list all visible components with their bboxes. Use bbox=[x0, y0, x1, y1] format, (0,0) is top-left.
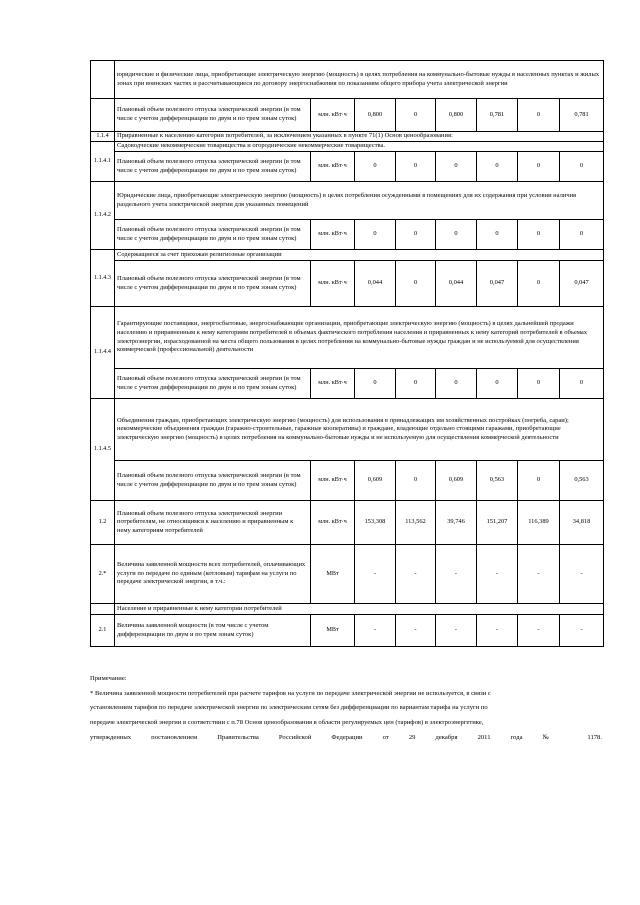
table-row bbox=[91, 182, 604, 220]
value-cell: - bbox=[396, 545, 436, 604]
row-number bbox=[91, 61, 115, 99]
value-cell: 0 bbox=[477, 152, 518, 182]
value-cell: - bbox=[436, 545, 477, 604]
value-cell: 116,389 bbox=[518, 501, 560, 545]
value-cell: 0,781 bbox=[477, 99, 518, 132]
table-row bbox=[91, 399, 604, 461]
value-cell: 0 bbox=[436, 220, 477, 250]
table-row bbox=[91, 250, 604, 261]
unit-cell: млн. кВт·ч bbox=[311, 501, 355, 545]
tariff-table bbox=[90, 60, 604, 647]
table-row bbox=[91, 307, 604, 369]
value-cell: 0 bbox=[560, 369, 604, 399]
value-cell: 0,044 bbox=[436, 261, 477, 307]
row-number: 1.1.4.5 bbox=[91, 399, 115, 501]
unit-cell: МВт bbox=[311, 545, 355, 604]
category-text: Содержащиеся за счет прихожан религиозные организации bbox=[115, 250, 604, 261]
table-row bbox=[91, 369, 604, 399]
value-cell: 0 bbox=[355, 152, 396, 182]
value-cell: 0 bbox=[518, 99, 560, 132]
indicator-text: Плановый объем полезного отпуска электрической энергии (в том числе с учетом дифференциации по двум и по трем зонам суток) bbox=[115, 461, 311, 501]
value-cell: - bbox=[518, 615, 560, 647]
value-cell: 0 bbox=[518, 369, 560, 399]
unit-cell: млн. кВт·ч bbox=[311, 99, 355, 132]
category-text: Население и приравненные к нему категории потребителей bbox=[115, 604, 604, 615]
value-cell: 0,609 bbox=[436, 461, 477, 501]
unit-cell: млн. кВт·ч bbox=[311, 152, 355, 182]
footnote-line: передаче электрической энергии в соответствии с п.78 Основ ценообразования в области регулируемых цен (тарифов) в электроэнергетике, bbox=[90, 719, 484, 727]
value-cell: 153,308 bbox=[355, 501, 396, 545]
value-cell: 0 bbox=[396, 261, 436, 307]
value-cell: - bbox=[477, 615, 518, 647]
row-number bbox=[91, 99, 115, 132]
indicator-text: Величина заявленной мощности (в том числе с учетом дифференциации по двум и по трем зонам суток) bbox=[115, 615, 311, 647]
row-number: 2.* bbox=[91, 545, 115, 604]
value-cell: 0,800 bbox=[355, 99, 396, 132]
indicator-text: Плановый объем полезного отпуска электрической энергии (в том числе с учетом дифференциации по двум и по трем зонам суток) bbox=[115, 152, 311, 182]
value-cell: 0,047 bbox=[560, 261, 604, 307]
indicator-text: Плановый объем полезного отпуска электрической энергии (в том числе с учетом дифференциации по двум и по трем зонам суток) bbox=[115, 99, 311, 132]
value-cell: - bbox=[560, 545, 604, 604]
value-cell: 0 bbox=[518, 461, 560, 501]
table-row bbox=[91, 261, 604, 307]
footnote-line: установлением тарифов по передаче электрической энергии по электрическим сетям без дифференциации по вариантам тарифа на услуги по bbox=[90, 704, 488, 712]
category-text: Объединения граждан, приобретающих электрическую энергию (мощность) для использования в принадлежащих им хозяйственных постройках (погреба, сараи); некоммерческие объединения граждан (гаражно-строительные, гаражные кооперативы) и граждане, владеющие отдельно стоящими гаражами, приобретающие электрическую энергию (мощность) в целях потребления на коммунально-бытовые нужды и не используемую для осуществления коммерческой деятельности bbox=[115, 399, 604, 461]
indicator-text: Плановый объем полезного отпуска электрической энергии (в том числе с учетом дифференциации по двум и по трем зонам суток) bbox=[115, 369, 311, 399]
value-cell: 0 bbox=[396, 369, 436, 399]
value-cell: 0,047 bbox=[477, 261, 518, 307]
value-cell: 39,746 bbox=[436, 501, 477, 545]
value-cell: 0,563 bbox=[477, 461, 518, 501]
footnote-line: * Величина заявленной мощности потребителей при расчете тарифов на услуги по передаче электрической энергии не используется, в связи с bbox=[90, 689, 491, 697]
value-cell: - bbox=[477, 545, 518, 604]
value-cell: 0 bbox=[477, 369, 518, 399]
value-cell: 151,207 bbox=[477, 501, 518, 545]
value-cell: 0 bbox=[396, 99, 436, 132]
table-row bbox=[91, 220, 604, 250]
value-cell: 0 bbox=[355, 369, 396, 399]
row-number: 1.1.4.1 bbox=[91, 142, 115, 182]
value-cell: - bbox=[518, 545, 560, 604]
value-cell: 0 bbox=[396, 152, 436, 182]
table-row bbox=[91, 61, 604, 99]
value-cell: 0,781 bbox=[560, 99, 604, 132]
value-cell: - bbox=[560, 615, 604, 647]
value-cell: 0 bbox=[436, 369, 477, 399]
value-cell: 0 bbox=[436, 152, 477, 182]
value-cell: 34,818 bbox=[560, 501, 604, 545]
value-cell: 0,609 bbox=[355, 461, 396, 501]
table-row bbox=[91, 615, 604, 647]
row-number: 1.1.4.3 bbox=[91, 250, 115, 307]
unit-cell: млн. кВт·ч bbox=[311, 461, 355, 501]
value-cell: 0,800 bbox=[436, 99, 477, 132]
indicator-text: Плановый объем полезного отпуска электрической энергии (в том числе с учетом дифференциации по двум и по трем зонам суток) bbox=[115, 261, 311, 307]
table-row bbox=[91, 545, 604, 604]
table-row bbox=[91, 604, 604, 615]
value-cell: 0 bbox=[518, 220, 560, 250]
row-number: 1.1.4.4 bbox=[91, 307, 115, 399]
category-text: юридические и физические лица, приобретающие электрическую энергию (мощность) в целях потребления на коммунально-бытовые нужды в населенных пунктах и жилых зонах при воинских частях и рассчитывающиеся по договору энергоснабжения по показаниям общего прибора учета электрической энергии bbox=[115, 61, 604, 99]
value-cell: 0 bbox=[560, 220, 604, 250]
table-row bbox=[91, 501, 604, 545]
row-number bbox=[91, 604, 115, 615]
unit-cell: млн. кВт·ч bbox=[311, 369, 355, 399]
value-cell: 0,044 bbox=[355, 261, 396, 307]
category-text: Садоводческие некоммерческие товарищества и огороднические некоммерческие товарищества. bbox=[115, 142, 604, 152]
row-number: 2.1 bbox=[91, 615, 115, 647]
value-cell: 0 bbox=[396, 220, 436, 250]
table-row bbox=[91, 461, 604, 501]
value-cell: 0 bbox=[518, 152, 560, 182]
value-cell: - bbox=[396, 615, 436, 647]
value-cell: 113,562 bbox=[396, 501, 436, 545]
indicator-text: Величина заявленной мощности всех потребителей, оплачивающих услуги по передаче по единым (котловым) тарифам на услуги по передаче электрической энергии, в т.ч.: bbox=[115, 545, 311, 604]
footnote-line: утвержденных постановлением Правительства Российской Федерации от 29 декабря 2011 года № 1178. bbox=[90, 733, 602, 741]
indicator-text: Плановый объем полезного отпуска электрической энергии потребителям, не относящимся к населению и приравненным к нему категориям потребителей bbox=[115, 501, 311, 545]
value-cell: - bbox=[436, 615, 477, 647]
value-cell: 0,563 bbox=[560, 461, 604, 501]
unit-cell: млн. кВт·ч bbox=[311, 220, 355, 250]
indicator-text: Плановый объем полезного отпуска электрической энергии (в том числе с учетом дифференциации по двум и по трем зонам суток) bbox=[115, 220, 311, 250]
category-text: Приравненные к населению категории потребителей, за исключением указанных в пункте 71(1) Основ ценообразования: bbox=[115, 132, 604, 142]
footnote-title: Примечание: bbox=[90, 675, 127, 682]
value-cell: 0 bbox=[560, 152, 604, 182]
table-row bbox=[91, 99, 604, 132]
unit-cell: млн. кВт·ч bbox=[311, 261, 355, 307]
table-row bbox=[91, 142, 604, 152]
row-number: 1.1.4.2 bbox=[91, 182, 115, 250]
row-number: 1.2 bbox=[91, 501, 115, 545]
row-number: 1.1.4 bbox=[91, 132, 115, 142]
category-text: Юридические лица, приобретающие электрическую энергию (мощность) в целях потребления осужденными в помещениях для их содержания при условии наличия раздельного учета электрической энергии для указанных помещений bbox=[115, 182, 604, 220]
value-cell: - bbox=[355, 615, 396, 647]
category-text: Гарантирующие поставщики, энергосбытовые, энергоснабжающие организации, приобретающие электрическую энергию (мощность) в целях дальнейшей продажи населению и приравненным к нему категориям потребителей в объемах фактического потребления населения и приравненных к нему категорий потребителей в объемах электроэнергии, израсходованной на места общего пользования в целях потребления на коммунально-бытовые нужды граждан и не используемой для осуществления коммерческой (профессиональной) деятельности bbox=[115, 307, 604, 369]
value-cell: 0 bbox=[355, 220, 396, 250]
table-row bbox=[91, 132, 604, 142]
value-cell: 0 bbox=[396, 461, 436, 501]
unit-cell: МВт bbox=[311, 615, 355, 647]
value-cell: 0 bbox=[477, 220, 518, 250]
value-cell: - bbox=[355, 545, 396, 604]
footnote-block bbox=[90, 672, 602, 746]
value-cell: 0 bbox=[518, 261, 560, 307]
table-row bbox=[91, 152, 604, 182]
